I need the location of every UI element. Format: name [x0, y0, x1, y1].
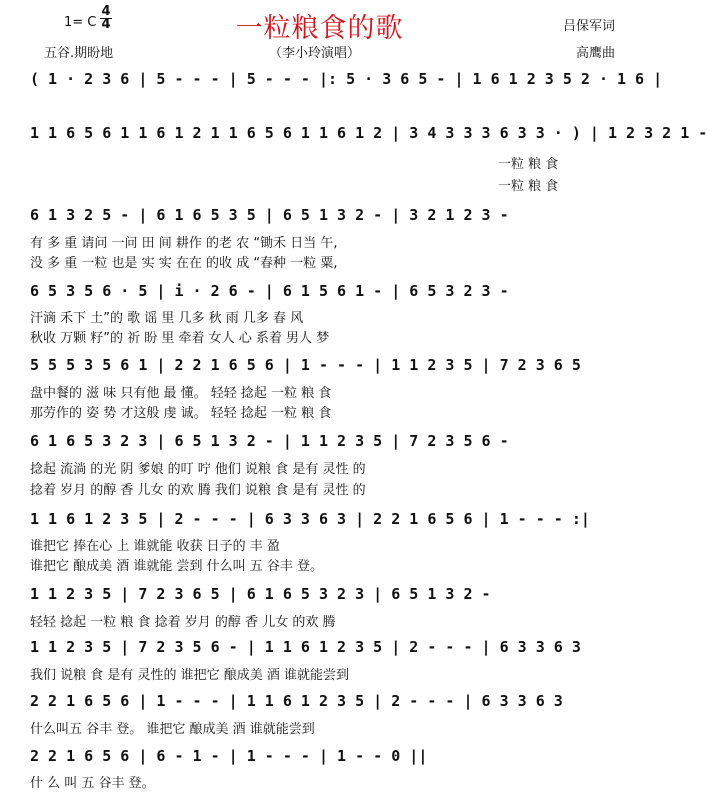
score-system-4-lyric-2: 秋收 万颗 籽”的 祈 盼 里 牵着 女人 心 系着 男人 梦	[30, 331, 330, 346]
score-system-9-lyric-1: 我们 说粮 食 是有 灵性的 谁把它 酿成美 酒 谁就能尝到	[30, 668, 350, 683]
score-system-6-lyric-2: 捻着 岁月 的醇 香 儿女 的欢 腾 我们 说粮 食 是有 灵性 的	[30, 483, 366, 498]
score-system-5-lyric-1: 盘中餐的 滋 味 只有他 最 懂。 轻轻 捻起 一粒 粮 食	[30, 386, 332, 401]
score-system-9-notes: 1 1 2 3 5 | 7 2 3 5 6 - | 1 1 6 1 2 3 5 | 2 - - - | 6 3 3 6 3	[30, 638, 581, 656]
time-signature: 4 4	[101, 4, 111, 32]
key-signature: 1= C	[64, 15, 97, 30]
ensemble-note: 五谷.期盼地	[44, 46, 114, 61]
score-system-10-lyric-1: 什么叫五 谷丰 登。 谁把它 酿成美 酒 谁就能尝到	[30, 722, 315, 737]
performer: （李小玲演唱）	[269, 46, 361, 61]
score-system-1-notes: ( 1 · 2 3 6 | 5 - - - | 5 - - - |: 5 · 3 6 5 - | 1 6 1 2 3 5 2 · 1 6 |	[30, 70, 663, 88]
score-system-7-lyric-2: 谁把它 酿成美 酒 谁就能 尝到 什么叫 五 谷丰 登。	[30, 559, 324, 574]
score-system-2-notes: 1 1 6 5 6 1 1 6 1 2 1 1 6 5 6 1 1 6 1 2 | 3 4 3 3 3 6 3 3 · ) | 1 2 3 2 1 -	[30, 124, 707, 142]
score-system-5-notes: 5 5 5 3 5 6 1 | 2 2 1 6 5 6 | 1 - - - | 1 1 2 3 5 | 7 2 3 6 5	[30, 356, 581, 374]
score-system-5-lyric-2: 那劳作的 姿 势 才这般 虔 诚。 轻轻 捻起 一粒 粮 食	[30, 406, 332, 421]
composer: 高鹰曲	[575, 46, 615, 61]
score-system-3-lyric-2: 没 多 重 一粒 也是 实 实 在在 的收 成 “春种 一粒 粟,	[30, 256, 338, 271]
score-system-2-lyric-2: 一粒 粮 食	[498, 179, 559, 194]
score-system-3-notes: 6 1 3 2 5 - | 6 1 6 5 3 5 | 6 5 1 3 2 - | 3 2 1 2 3 -	[30, 206, 509, 224]
score-system-2-lyric-1: 一粒 粮 食	[498, 157, 559, 172]
score-system-4-notes: 6 5 3 5 6 · 5 | i · 2 6 - | 6 1 5 6 1 - | 6 5 3 2 3 -	[30, 282, 509, 300]
score-system-7-notes: 1 1 6 1 2 3 5 | 2 - - - | 6 3 3 6 3 | 2 2 1 6 5 6 | 1 - - - :|	[30, 510, 590, 528]
score-system-10-notes: 2 2 1 6 5 6 | 1 - - - | 1 1 6 1 2 3 5 | 2 - - - | 6 3 3 6 3	[30, 692, 563, 710]
score-system-8-notes: 1 1 2 3 5 | 7 2 3 6 5 | 6 1 6 5 3 2 3 | 6 5 1 3 2 -	[30, 585, 491, 603]
score-system-7-lyric-1: 谁把它 捧在心 上 谁就能 收获 日子的 丰 盈	[30, 539, 280, 554]
score-system-4-lyric-1: 汗滴 禾下 土”的 歌 谣 里 几多 秋 雨 几多 春 风	[30, 311, 304, 326]
lyricist: 吕保军词	[562, 19, 615, 34]
score-system-3-lyric-1: 有 多 重 请问 一问 田 间 耕作 的老 农 “锄禾 日当 午,	[30, 236, 338, 251]
score-system-6-notes: 6 1 6 5 3 2 3 | 6 5 1 3 2 - | 1 1 2 3 5 | 7 2 3 5 6 -	[30, 432, 509, 450]
score-system-11-notes: 2 2 1 6 5 6 | 6 - 1 - | 1 - - - | 1 - - 0 ||	[30, 747, 428, 765]
score-system-6-lyric-1: 捻起 流淌 的光 阴 爹娘 的叮 咛 他们 说粮 食 是有 灵性 的	[30, 462, 366, 477]
score-system-11-lyric-1: 什 么 叫 五 谷丰 登。	[30, 776, 155, 791]
score-system-8-lyric-1: 轻轻 捻起 一粒 粮 食 捻着 岁月 的醇 香 儿女 的欢 腾	[30, 615, 336, 630]
song-title: 一粒粮食的歌	[235, 13, 404, 44]
